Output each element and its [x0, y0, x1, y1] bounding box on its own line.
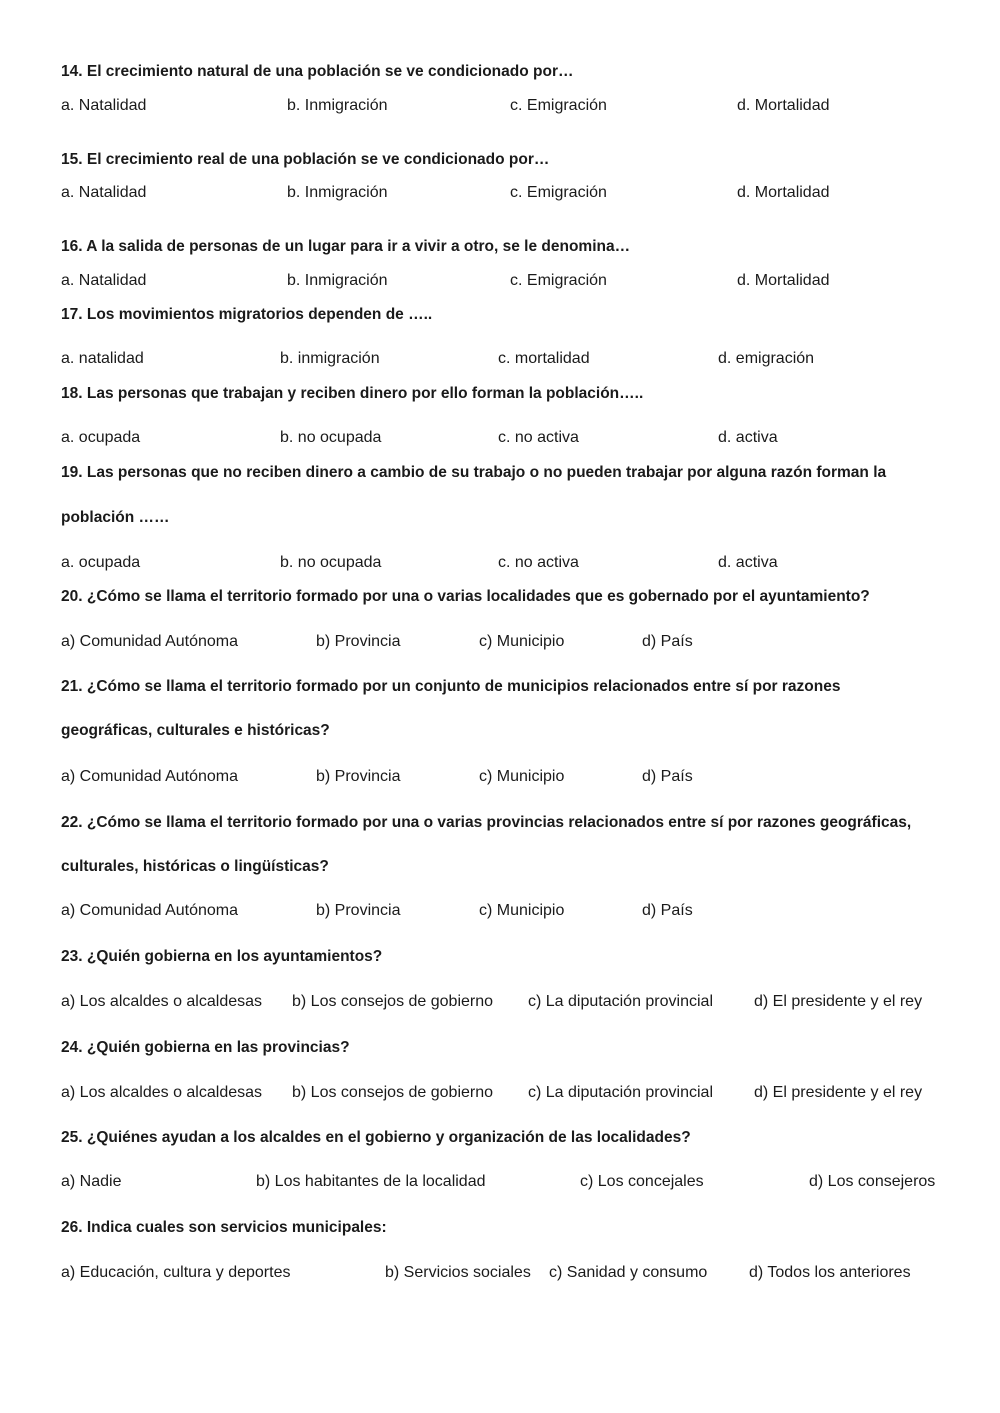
- question-22-option-d: d) País: [642, 902, 693, 919]
- question-16-option-d: d. Mortalidad: [737, 272, 830, 289]
- question-21-option-b: b) Provincia: [316, 768, 401, 785]
- question-17-text: 17. Los movimientos migratorios dependen de …..: [61, 306, 433, 323]
- question-23-option-c: c) La diputación provincial: [528, 993, 713, 1010]
- question-19-option-c: c. no activa: [498, 554, 579, 571]
- question-19-option-b: b. no ocupada: [280, 554, 382, 571]
- question-17-option-a: a. natalidad: [61, 350, 144, 367]
- question-23-text: 23. ¿Quién gobierna en los ayuntamientos?: [61, 948, 383, 965]
- question-18-option-c: c. no activa: [498, 429, 579, 446]
- question-22-option-c: c) Municipio: [479, 902, 565, 919]
- question-14-option-c: c. Emigración: [510, 97, 607, 114]
- question-21-option-d: d) País: [642, 768, 693, 785]
- question-18-option-b: b. no ocupada: [280, 429, 382, 446]
- question-19-option-d: d. activa: [718, 554, 778, 571]
- question-23-option-b: b) Los consejos de gobierno: [292, 993, 494, 1010]
- question-21-option-a: a) Comunidad Autónoma: [61, 768, 238, 785]
- question-15-text: 15. El crecimiento real de una población se ve condicionado por…: [61, 151, 550, 168]
- question-16-option-b: b. Inmigración: [287, 272, 388, 289]
- question-20-option-a: a) Comunidad Autónoma: [61, 633, 238, 650]
- question-20-option-d: d) País: [642, 633, 693, 650]
- question-14-option-a: a. Natalidad: [61, 97, 147, 114]
- question-24-text: 24. ¿Quién gobierna en las provincias?: [61, 1039, 350, 1056]
- question-22-text-line-1: 22. ¿Cómo se llama el territorio formado por una o varias provincias relacionados entre sí por razones geográficas,: [61, 814, 912, 831]
- question-25-option-d: d) Los consejeros: [809, 1173, 936, 1190]
- question-22-text-line-2: culturales, históricas o lingüísticas?: [61, 858, 329, 875]
- question-16-option-a: a. Natalidad: [61, 272, 147, 289]
- question-24-option-b: b) Los consejos de gobierno: [292, 1084, 494, 1101]
- question-15-option-d: d. Mortalidad: [737, 184, 830, 201]
- question-16-text: 16. A la salida de personas de un lugar para ir a vivir a otro, se le denomina…: [61, 238, 631, 255]
- question-20-option-b: b) Provincia: [316, 633, 401, 650]
- question-24-option-d: d) El presidente y el rey: [754, 1084, 923, 1101]
- question-15-option-b: b. Inmigración: [287, 184, 388, 201]
- question-17-option-c: c. mortalidad: [498, 350, 590, 367]
- question-18-text: 18. Las personas que trabajan y reciben dinero por ello forman la población…..: [61, 385, 644, 402]
- question-23-option-d: d) El presidente y el rey: [754, 993, 923, 1010]
- question-17-option-b: b. inmigración: [280, 350, 380, 367]
- question-15-option-a: a. Natalidad: [61, 184, 147, 201]
- question-25-option-a: a) Nadie: [61, 1173, 122, 1190]
- question-24-option-c: c) La diputación provincial: [528, 1084, 713, 1101]
- question-25-text: 25. ¿Quiénes ayudan a los alcaldes en el gobierno y organización de las localidades?: [61, 1129, 691, 1146]
- question-21-text-line-2: geográficas, culturales e históricas?: [61, 722, 330, 739]
- question-19-text-line-1: 19. Las personas que no reciben dinero a cambio de su trabajo o no pueden trabajar por alguna razón forman la: [61, 464, 887, 481]
- question-18-option-d: d. activa: [718, 429, 778, 446]
- question-20-option-c: c) Municipio: [479, 633, 565, 650]
- question-19-text-line-2: población ……: [61, 509, 170, 526]
- question-26-option-b: b) Servicios sociales: [385, 1264, 531, 1281]
- question-22-option-b: b) Provincia: [316, 902, 401, 919]
- question-23-option-a: a) Los alcaldes o alcaldesas: [61, 993, 263, 1010]
- question-14-text: 14. El crecimiento natural de una población se ve condicionado por…: [61, 63, 574, 80]
- question-26-option-a: a) Educación, cultura y deportes: [61, 1264, 291, 1281]
- question-16-option-c: c. Emigración: [510, 272, 607, 289]
- question-21-option-c: c) Municipio: [479, 768, 565, 785]
- question-17-option-d: d. emigración: [718, 350, 815, 367]
- question-26-option-d: d) Todos los anteriores: [749, 1264, 911, 1281]
- question-24-option-a: a) Los alcaldes o alcaldesas: [61, 1084, 263, 1101]
- question-25-option-b: b) Los habitantes de la localidad: [256, 1173, 486, 1190]
- question-14-option-b: b. Inmigración: [287, 97, 388, 114]
- question-21-text-line-1: 21. ¿Cómo se llama el territorio formado por un conjunto de municipios relacionados entre sí por razones: [61, 678, 841, 695]
- question-14-option-d: d. Mortalidad: [737, 97, 830, 114]
- question-26-text: 26. Indica cuales son servicios municipales:: [61, 1219, 387, 1236]
- question-22-option-a: a) Comunidad Autónoma: [61, 902, 238, 919]
- question-15-option-c: c. Emigración: [510, 184, 607, 201]
- question-18-option-a: a. ocupada: [61, 429, 141, 446]
- question-26-option-c: c) Sanidad y consumo: [549, 1264, 708, 1281]
- question-19-option-a: a. ocupada: [61, 554, 141, 571]
- question-20-text: 20. ¿Cómo se llama el territorio formado por una o varias localidades que es gobernado por el ayuntamiento?: [61, 588, 870, 605]
- question-25-option-c: c) Los concejales: [580, 1173, 704, 1190]
